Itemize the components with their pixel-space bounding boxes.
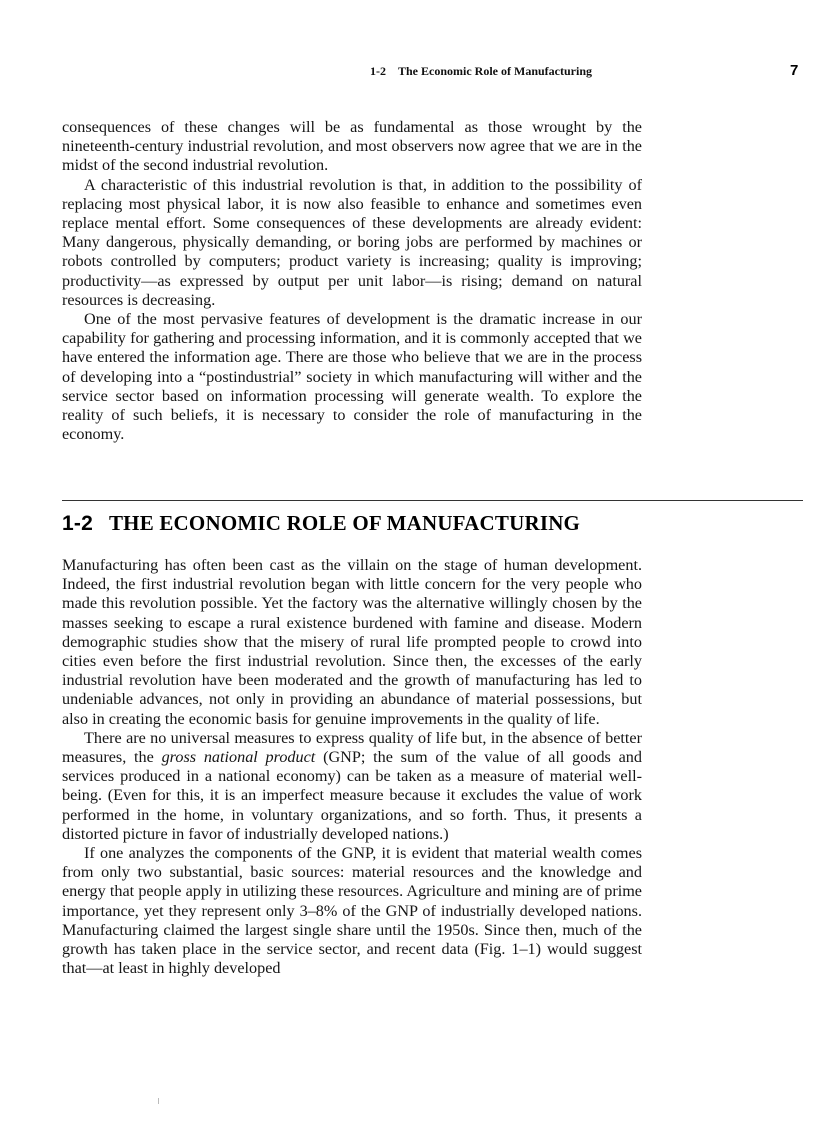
section-title: THE ECONOMIC ROLE OF MANUFACTURING (108, 511, 581, 535)
body-paragraph-2-text-after: (GNP; the sum of the value of all goods and services produced in a national economy) can be taken as a measure of material well-being. (Even for this, it is an imperfect measure because it excludes the value of work performed in the home, in voluntary organizations, and so forth. Thus, it presents a distorted picture in favor of industrially developed nations.) (62, 748, 642, 843)
intro-paragraph-2: A characteristic of this industrial revolution is that, in addition to the possibility of replacing most physical labor, it is now also feasible to enhance and sometimes even replace mental effort. Some consequences of these developments are already evident: Many dangerous, physically demanding, or boring jobs are performed by machines or robots controlled by computers; product variety is increasing; quality is improving; productivity—as expressed by output per unit labor—is rising; demand on natural resources is decreasing. (62, 175, 642, 309)
intro-paragraph-1: consequences of these changes will be as fundamental as those wrought by the nineteenth-century industrial revolution, and most observers now agree that we are in the midst of the second industrial revolution. (62, 118, 642, 175)
section-body (62, 556, 642, 978)
gnp-term: gross national product (161, 748, 316, 767)
running-head (370, 64, 670, 79)
running-head-section-number: 1-2 (370, 64, 386, 78)
body-paragraph-2-text-before: There are no universal measures to express quality of life but, in the absence of better measures, the (62, 728, 642, 767)
running-head-title: The Economic Role of Manufacturing (398, 64, 592, 78)
intro-paragraph-3: One of the most pervasive features of development is the dramatic increase in our capability for gathering and processing information, and it is commonly accepted that we have entered the information age. There are those who believe that we are in the process of developing into a “postindustrial” society in which manufacturing will wither and the service sector based on information processing will generate wealth. To explore the reality of such beliefs, it is necessary to consider the role of manufacturing in the economy. (62, 310, 642, 444)
body-paragraph-3: If one analyzes the components of the GNP, it is evident that material wealth comes from only two substantial, basic sources: material resources and the knowledge and energy that people apply in utilizing these resources. Agriculture and mining are of prime importance, yet they represent only 3–8% of the GNP of industrially developed nations. Manufacturing claimed the largest single share until the 1950s. Since then, much of the growth has taken place in the service sector, and recent data (Fig. 1–1) would suggest that—at least in highly developed (62, 844, 642, 978)
body-paragraph-1: Manufacturing has often been cast as the villain on the stage of human development. Indeed, the first industrial revolution began with little concern for the very people who made this revolution possible. Yet the factory was the alternative willingly chosen by the masses seeking to escape a rural existence burdened with famine and disease. Modern demographic studies show that the misery of rural life prompted people to crowd into cities even before the first industrial revolution. Since then, the excesses of the early industrial revolution have been moderated and the growth of manufacturing has led to undeniable advances, not only in providing an abundance of material possessions, but also in creating the economic basis for genuine improvements in the quality of life. (62, 556, 642, 728)
page-number: 7 (790, 62, 799, 79)
intro-text (62, 118, 642, 444)
section-number: 1-2 (62, 512, 93, 535)
section-heading (62, 511, 580, 536)
body-paragraph-2 (62, 729, 642, 844)
scan-mark (158, 1098, 159, 1104)
section-divider (62, 500, 803, 501)
